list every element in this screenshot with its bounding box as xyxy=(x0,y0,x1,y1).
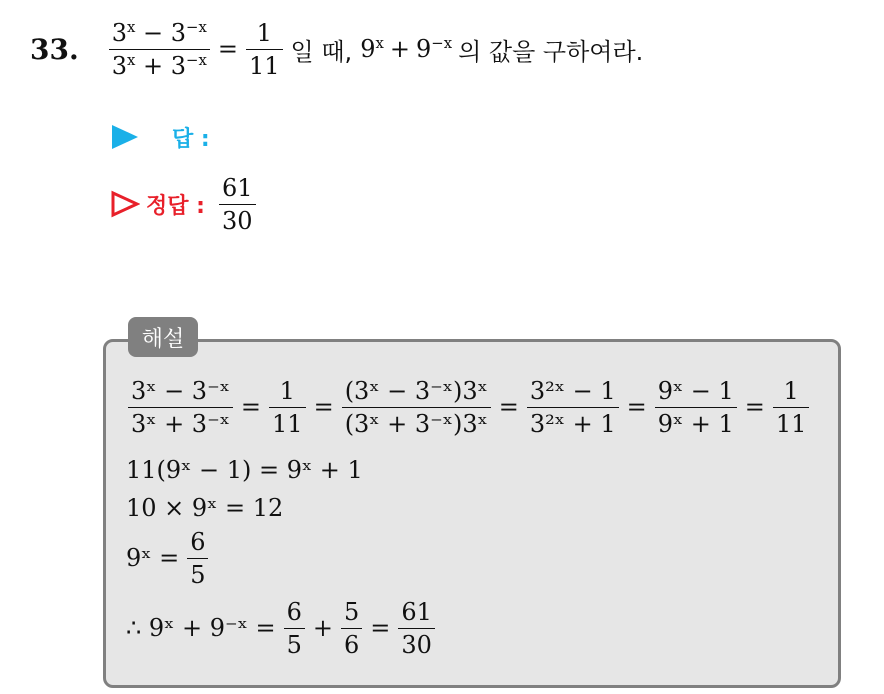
question-lhs-denominator: $3^x + 3^{-x}$ xyxy=(111,50,207,80)
outline-triangle-icon xyxy=(110,189,140,219)
solution-line-1: $\frac{\text{3ˣ − 3⁻ˣ}}{\text{3ˣ + 3⁻ˣ}}$ = $\frac{1}{11}$ = $\frac{\text{(3ˣ − 3⁻ˣ)3ˣ}}{\text{(3ˣ + 3⁻ˣ)3ˣ}}$ = $\frac{\text{3²ˣ − 1}}{\text{3²ˣ + 1}}$ = $\frac{\text{9ˣ − 1}}{\text{9ˣ + 1}}$ = $\frac{1}{11}$ xyxy=(126,372,811,442)
correct-answer-line xyxy=(110,172,258,236)
solution-tag: 해설 xyxy=(128,317,198,357)
solution-line-2: 11(9ˣ − 1) = 9ˣ + 1 xyxy=(126,456,363,484)
question-text-end: 의 값을 구하여라. xyxy=(458,37,644,66)
correct-answer-label: 정답 : xyxy=(146,193,205,219)
question-text-mid: 일 때, xyxy=(290,37,353,66)
solution-line-3: 10 × 9ˣ = 12 xyxy=(126,494,284,522)
correct-answer-fraction: $\frac{61}{30}$ xyxy=(219,176,256,233)
question-line: 33. $\frac{3^x - 3^{-x}}{3^x + 3^{-x}}$ = $\frac{1}{11}$ 일 때, $9^x + 9^{-x}$ 의 값을 구하여라. xyxy=(30,17,644,80)
solution-line-5: ∴ 9ˣ + 9⁻ˣ = $\frac{6}{5}$ + $\frac{5}{6}$ = $\frac{61}{30}$ xyxy=(126,596,437,660)
answer-label: 답 : xyxy=(172,126,210,152)
answer-line xyxy=(110,120,210,154)
question-number: 33. xyxy=(30,32,79,66)
play-triangle-icon xyxy=(110,122,140,152)
question-rhs-fraction: $\frac{1}{11}$ xyxy=(246,21,283,78)
question-lhs-fraction xyxy=(109,17,210,80)
question-lhs-numerator: $3^x - 3^{-x}$ xyxy=(111,17,207,47)
solution-line-4: 9ˣ = $\frac{6}{5}$ xyxy=(126,526,210,590)
question-expression: $9^x + 9^{-x}$ xyxy=(360,33,453,63)
